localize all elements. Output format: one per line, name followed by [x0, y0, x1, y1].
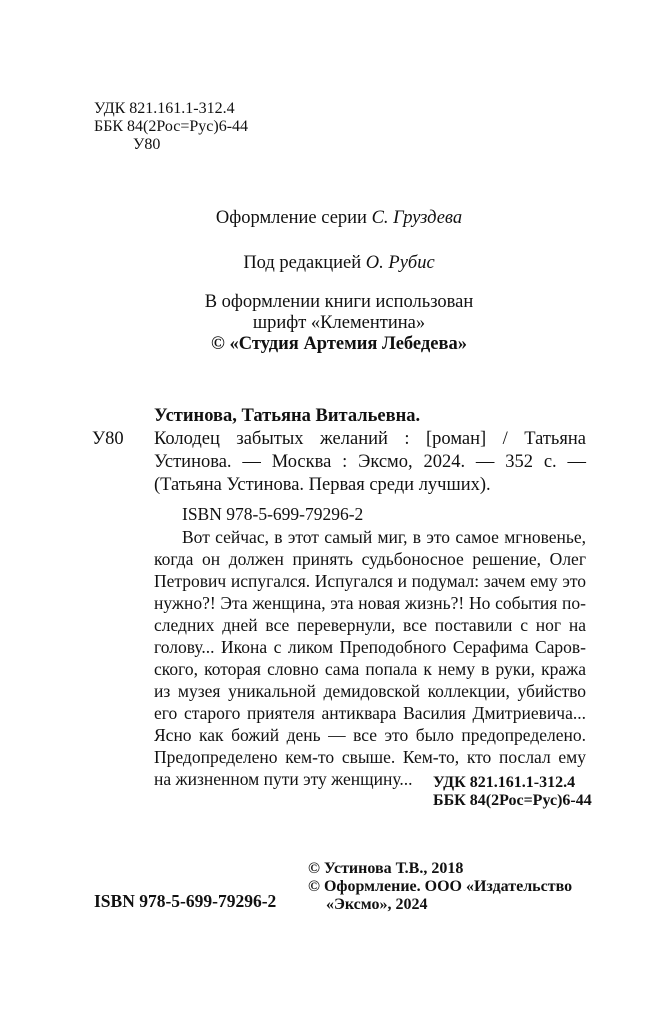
editor-credit	[0, 252, 662, 275]
series-design-label: Оформление серии	[215, 208, 367, 228]
catalog-isbn: ISBN 978-5-699-79296-2	[182, 504, 364, 524]
top-udk: УДК 821.161.1-312.4	[94, 100, 235, 117]
annotation-line-9: его старого приятеля антиквара Василия Дмитриевича...	[154, 703, 586, 723]
catalog-description-line-3: (Татьяна Устинова. Первая среди лучших).	[154, 475, 491, 495]
series-design-credit	[0, 207, 662, 230]
footer-isbn: ISBN 978-5-699-79296-2	[94, 891, 277, 911]
annotation-line-8: из музея уникальной демидовской коллекции, убийство	[154, 681, 586, 701]
footer-copyright-publisher: «Эксмо», 2024	[326, 896, 428, 913]
font-note-line1: В оформлении книги использован	[204, 292, 474, 312]
annotation-line-1: Вот сейчас, в этот самый миг, в это самое мгновенье,	[182, 527, 586, 547]
catalog-author-heading: Устинова, Татьяна Витальевна.	[154, 406, 421, 426]
font-note-copyright: © «Студия Артемия Лебедева»	[211, 334, 467, 354]
annotation-line-4: нужно?! Эта женщина, эта новая жизнь?! Но события по-	[154, 593, 586, 613]
annotation-line-11: Предопределено кем-то свыше. Кем-то, кто послал ему	[154, 747, 586, 767]
editor-label: Под редакцией	[243, 253, 362, 273]
catalog-udk: УДК 821.161.1-312.4	[433, 774, 576, 791]
annotation-line-5: следних дней все перевернули, все поставили с ног на	[154, 615, 586, 635]
annotation-line-6: голову... Икона с ликом Преподобного Серафима Саров-	[154, 637, 586, 657]
annotation-line-12: на жизненном пути эту женщину...	[154, 769, 413, 789]
catalog-bbk: ББК 84(2Рос=Рус)6-44	[433, 792, 592, 809]
annotation-line-10: Ясно как божий день — все это было предопределено.	[154, 725, 586, 745]
annotation-line-2: когда он должен принять судьбоносное решение, Олег	[154, 549, 586, 569]
series-design-name: С. Груздева	[371, 208, 463, 228]
editor-name: О. Рубис	[365, 253, 435, 273]
top-author-mark: У80	[133, 136, 161, 153]
annotation-line-3: Петрович испугался. Испугался и подумал: зачем ему это	[154, 571, 586, 591]
footer-copyright-author: © Устинова Т.В., 2018	[308, 860, 464, 877]
font-note-line2: шрифт «Клементина»	[252, 313, 426, 333]
footer-copyright-design: © Оформление. ООО «Издательство	[308, 878, 573, 895]
catalog-description-line-1: Колодец забытых желаний : [роман] / Татьяна	[154, 429, 586, 449]
catalog-author-mark: У80	[92, 429, 124, 449]
top-bbk: ББК 84(2Рос=Рус)6-44	[94, 118, 249, 135]
annotation-line-7: ского, которая словно сама попала к нему в руки, кража	[154, 659, 586, 679]
catalog-description-line-2: Устинова. — Москва : Эксмо, 2024. — 352 с. —	[154, 452, 586, 472]
